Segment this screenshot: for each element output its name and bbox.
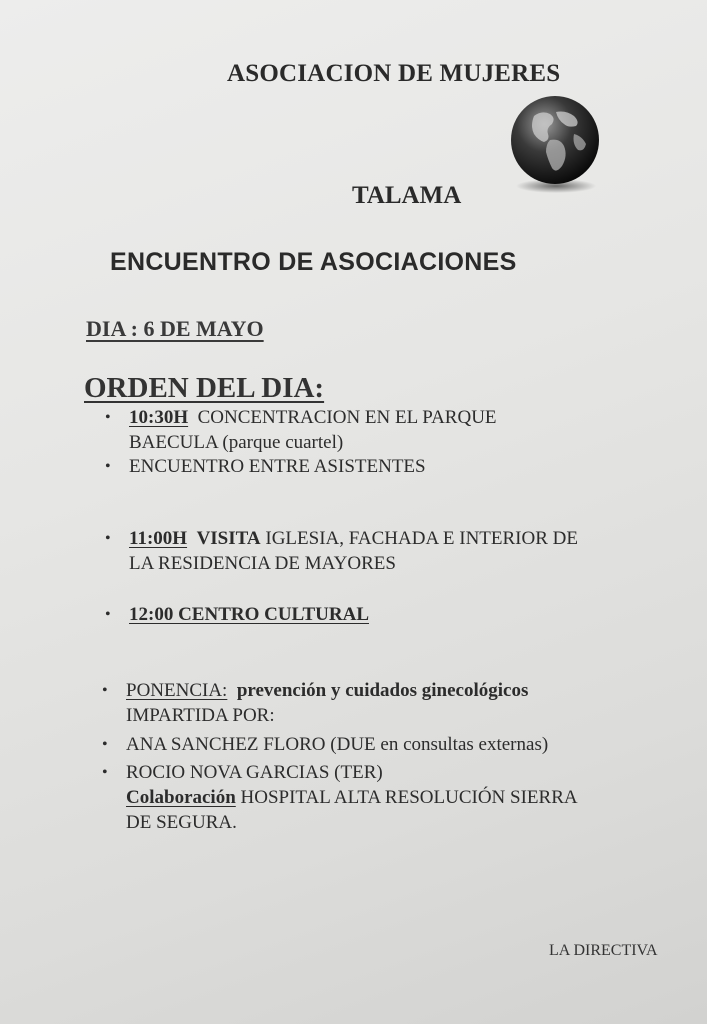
organization-subtitle: TALAMA <box>352 182 462 209</box>
agenda-text: ROCIO NOVA GARCIAS (TER) <box>126 762 383 783</box>
agenda-time: 10:30H <box>129 407 189 428</box>
agenda-text: ANA SANCHEZ FLORO (DUE en consultas externas) <box>126 734 549 755</box>
bullet-icon: • <box>102 736 108 753</box>
bullet-icon: • <box>102 764 108 781</box>
agenda-text: CONCENTRACION EN EL PARQUE <box>197 407 497 428</box>
agenda-label: PONENCIA: <box>126 680 228 701</box>
agenda-bold-text: prevención y cuidados ginecológicos <box>236 680 529 701</box>
bullet-icon: • <box>105 606 111 623</box>
agenda-bold-text: VISITA <box>196 528 261 549</box>
agenda-text-cont: BAECULA (parque cuartel) <box>129 432 344 453</box>
agenda-text-cont: IMPARTIDA POR: <box>126 705 275 726</box>
bullet-icon: • <box>105 458 111 475</box>
agenda-text: IGLESIA, FACHADA E INTERIOR DE <box>265 528 578 549</box>
agenda-text: ENCUENTRO ENTRE ASISTENTES <box>129 456 426 477</box>
collaboration-text: HOSPITAL ALTA RESOLUCIÓN SIERRA <box>240 787 578 808</box>
agenda-text-cont: LA RESIDENCIA DE MAYORES <box>129 553 396 574</box>
organization-name: ASOCIACION DE MUJERES <box>227 60 561 87</box>
agenda-time: 11:00H <box>129 528 188 549</box>
signature: LA DIRECTIVA <box>549 942 658 959</box>
bullet-icon: • <box>105 530 111 547</box>
globe-icon <box>504 94 606 196</box>
bullet-icon: • <box>102 682 108 699</box>
collaboration-text-cont: DE SEGURA. <box>126 812 237 833</box>
event-title: ENCUENTRO DE ASOCIACIONES <box>110 248 517 276</box>
collaboration-label: Colaboración <box>126 787 236 808</box>
agenda-time: 12:00 CENTRO CULTURAL <box>129 604 369 625</box>
event-date: DIA : 6 DE MAYO <box>86 316 264 341</box>
bullet-icon: • <box>105 409 111 426</box>
agenda-heading: ORDEN DEL DIA: <box>84 372 325 404</box>
